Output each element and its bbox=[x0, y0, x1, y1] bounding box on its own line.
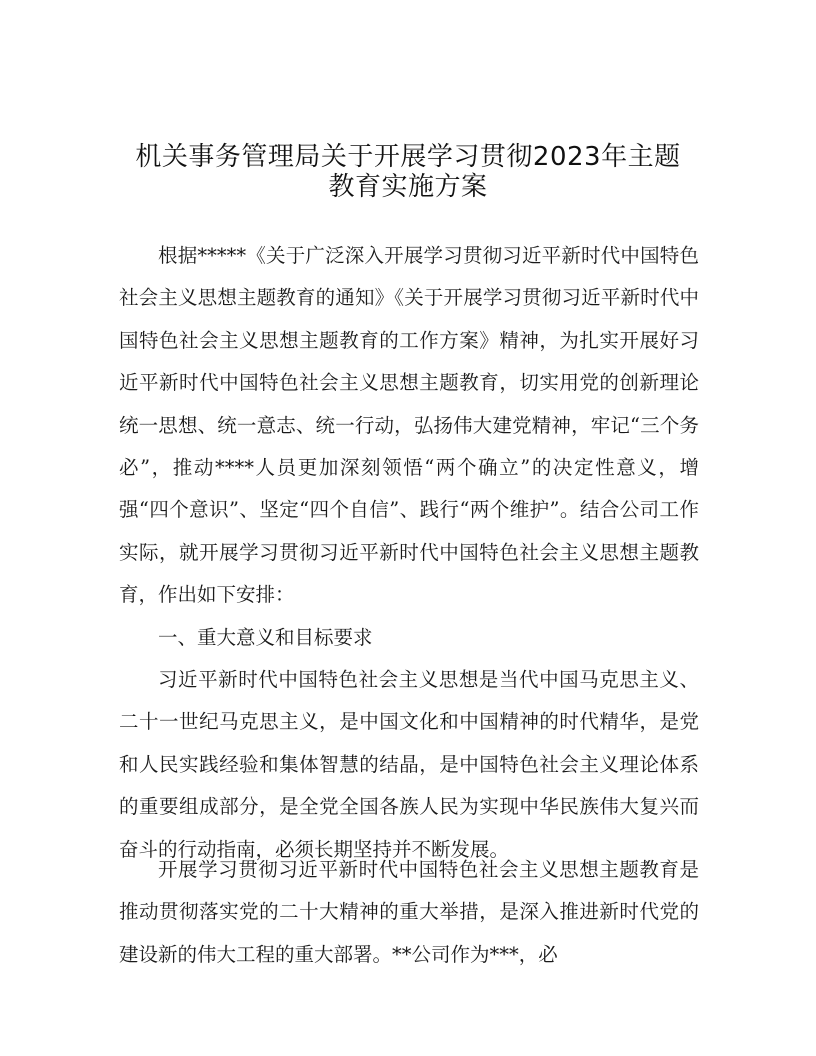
section-heading-1: 一、重大意义和目标要求 bbox=[158, 626, 373, 649]
body-paragraph-significance: 习近平新时代中国特色社会主义思想是当代中国马克思主义、二十一世纪马克思主义，是中国文化和中国精神的时代精华，是党和人民实践经验和集体智慧的结晶，是中国特色社会主义理论体系的重要组成部分，是全党全国各族人民为实现中华民族伟大复兴而奋斗的行动指南，必须长期坚持并不断发展。 bbox=[119, 668, 699, 861]
body-paragraph-measures: 开展学习贯彻习近平新时代中国特色社会主义思想主题教育是推动贯彻落实党的二十大精神的重大举措，是深入推进新时代党的建设新的伟大工程的重大部署。**公司作为***，必 bbox=[119, 858, 699, 966]
document-title-line-1: 机关事务管理局关于开展学习贯彻2023年主题 bbox=[135, 142, 681, 172]
intro-paragraph: 根据*****《关于广泛深入开展学习贯彻习近平新时代中国特色社会主义思想主题教育的通知》《关于开展学习贯彻习近平新时代中国特色社会主义思想主题教育的工作方案》精神，为扎实开展好习近平新时代中国特色社会主义思想主题教育，切实用党的创新理论统一思想、统一意志、统一行动，弘扬伟大建党精神，牢记“三个务必”，推动****人员更加深刻领悟“两个确立”的决定性意义，增强“四个意识”、坚定“四个自信”、践行“两个维护”。结合公司工作实际，就开展学习贯彻习近平新时代中国特色社会主义思想主题教育，作出如下安排： bbox=[119, 244, 699, 607]
document-title-line-2: 教育实施方案 bbox=[328, 172, 488, 202]
